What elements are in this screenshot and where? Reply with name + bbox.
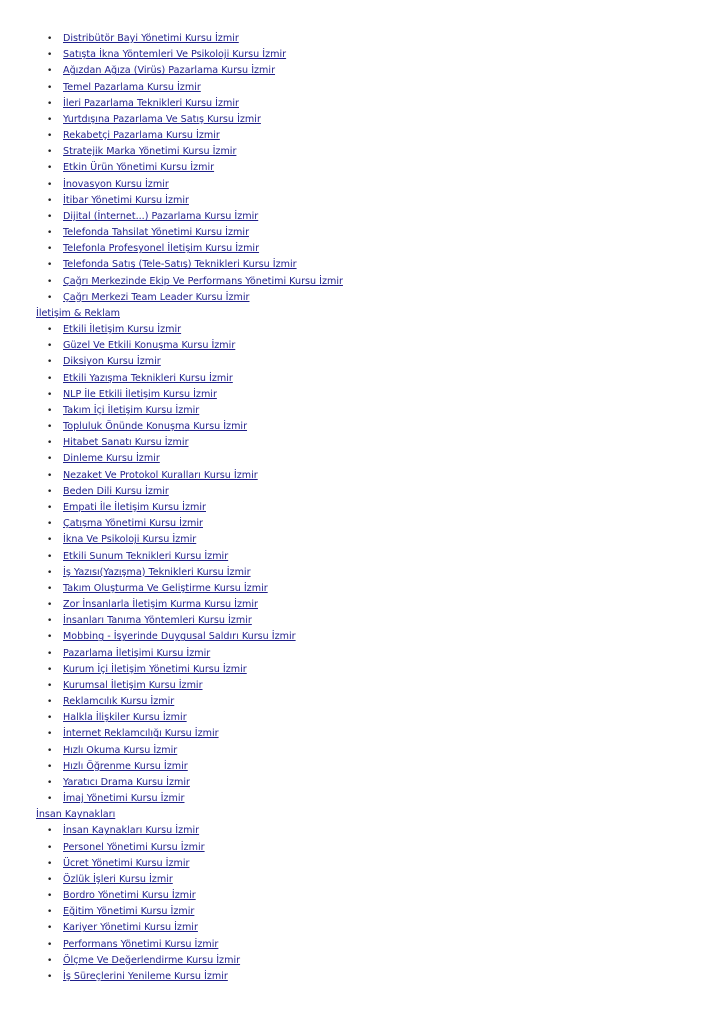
course-link[interactable]: NLP İle Etkili İletişim Kursu İzmir — [63, 388, 217, 400]
list-item — [36, 274, 728, 290]
bullet-icon: • — [47, 276, 53, 287]
list-item — [36, 112, 728, 128]
bullet-icon: • — [47, 405, 53, 416]
list-item — [36, 354, 728, 370]
course-link[interactable]: Distribütör Bayi Yönetimi Kursu İzmir — [63, 33, 239, 44]
bullet-icon: • — [47, 551, 53, 562]
bullet-icon: • — [47, 292, 53, 303]
list-item — [36, 63, 728, 79]
list-item — [36, 565, 728, 581]
course-link[interactable]: Stratejik Marka Yönetimi Kursu İzmir — [63, 146, 237, 158]
course-link[interactable]: İnsanları Tanıma Yöntemleri Kursu İzmir — [63, 615, 252, 627]
list-item — [36, 759, 728, 775]
course-link[interactable]: Dijital (İnternet...) Pazarlama Kursu İzmir — [63, 210, 259, 222]
course-link[interactable]: Etkili Sunum Teknikleri Kursu İzmir — [63, 550, 229, 562]
course-link[interactable]: Rekabetçi Pazarlama Kursu İzmir — [63, 130, 220, 142]
bullet-icon: • — [47, 600, 53, 611]
list-item — [36, 532, 728, 548]
list-item — [36, 856, 728, 872]
course-link[interactable]: Topluluk Önünde Konuşma Kursu İzmir — [63, 421, 248, 433]
bullet-icon: • — [47, 244, 53, 255]
list-item — [36, 160, 728, 176]
course-link[interactable]: Çatışma Yönetimi Kursu İzmir — [63, 518, 203, 530]
course-link[interactable]: Performans Yönetimi Kursu İzmir — [63, 938, 219, 950]
course-link[interactable]: İnternet Reklamcılığı Kursu İzmir — [63, 728, 219, 740]
list-item — [36, 468, 728, 484]
course-link[interactable]: Pazarlama İletişimi Kursu İzmir — [63, 647, 211, 659]
bullet-icon: • — [47, 842, 53, 853]
course-link[interactable]: İmaj Yönetimi Kursu İzmir — [63, 793, 185, 805]
bullet-icon: • — [47, 971, 53, 982]
list-item — [36, 387, 728, 403]
list-item — [36, 743, 728, 759]
bullet-icon: • — [47, 228, 53, 239]
course-link[interactable]: Kurum İçi İletişim Yönetimi Kursu İzmir — [63, 663, 247, 675]
course-groups — [36, 31, 728, 985]
list-item — [36, 80, 728, 96]
list-item — [36, 225, 728, 241]
list-item — [36, 662, 728, 678]
bullet-icon: • — [47, 616, 53, 627]
bullet-icon: • — [47, 777, 53, 788]
list-item — [36, 96, 728, 112]
bullet-icon: • — [47, 82, 53, 93]
list-item — [36, 403, 728, 419]
course-link[interactable]: İkna Ve Psikoloji Kursu İzmir — [63, 534, 197, 546]
bullet-icon: • — [47, 147, 53, 158]
course-link[interactable]: Takım İçi İletişim Kursu İzmir — [63, 404, 200, 416]
course-link[interactable]: Kurumsal İletişim Kursu İzmir — [63, 679, 203, 691]
bullet-icon: • — [47, 923, 53, 934]
course-link[interactable]: Personel Yönetimi Kursu İzmir — [63, 841, 205, 853]
course-link[interactable]: İnovasyon Kursu İzmir — [63, 178, 169, 190]
list-item — [36, 646, 728, 662]
list-item — [36, 840, 728, 856]
course-link[interactable]: Nezaket Ve Protokol Kuralları Kursu İzmir — [63, 469, 258, 481]
bullet-icon: • — [47, 325, 53, 336]
list-item — [36, 629, 728, 645]
course-link[interactable]: Yaratıcı Drama Kursu İzmir — [63, 776, 190, 788]
list-item — [36, 710, 728, 726]
bullet-icon: • — [47, 858, 53, 869]
bullet-icon: • — [47, 648, 53, 659]
course-link[interactable]: Ağızdan Ağıza (Virüs) Pazarlama Kursu İzmir — [63, 65, 276, 77]
course-link[interactable]: Takım Oluşturma Ve Geliştirme Kursu İzmir — [63, 582, 268, 594]
bullet-icon: • — [47, 761, 53, 772]
list-item — [36, 613, 728, 629]
bullet-icon: • — [47, 195, 53, 206]
bullet-icon: • — [47, 632, 53, 643]
bullet-icon: • — [47, 260, 53, 271]
bullet-icon: • — [47, 131, 53, 142]
course-link[interactable]: İtibar Yönetimi Kursu İzmir — [63, 194, 189, 206]
course-link[interactable]: Etkili Yazışma Teknikleri Kursu İzmir — [63, 372, 233, 384]
bullet-icon: • — [47, 567, 53, 578]
course-category-group — [36, 31, 728, 306]
course-link[interactable]: Diksiyon Kursu İzmir — [63, 356, 161, 368]
bullet-icon: • — [47, 357, 53, 368]
course-category-group — [36, 306, 728, 807]
bullet-icon: • — [47, 66, 53, 77]
list-item — [36, 47, 728, 63]
list-item — [36, 209, 728, 225]
bullet-icon: • — [47, 34, 53, 44]
list-item — [36, 823, 728, 839]
list-item — [36, 872, 728, 888]
course-link[interactable]: Mobbing - İşyerinde Duygusal Saldırı Kursu İzmir — [63, 631, 296, 643]
list-item — [36, 937, 728, 953]
bullet-icon: • — [47, 680, 53, 691]
course-link[interactable]: Hızlı Okuma Kursu İzmir — [63, 744, 178, 756]
list-item — [36, 953, 728, 969]
bullet-icon: • — [47, 826, 53, 837]
course-link[interactable]: Kariyer Yönetimi Kursu İzmir — [63, 922, 198, 934]
list-item — [36, 177, 728, 193]
category-heading: İletişim & Reklam — [36, 307, 120, 319]
course-link[interactable]: Dinleme Kursu İzmir — [63, 453, 160, 465]
bullet-icon: • — [47, 874, 53, 885]
list-item — [36, 144, 728, 160]
list-item — [36, 549, 728, 565]
list-item — [36, 726, 728, 742]
bullet-icon: • — [47, 891, 53, 902]
list-item — [36, 435, 728, 451]
course-link[interactable]: Ücret Yönetimi Kursu İzmir — [63, 857, 190, 869]
list-item — [36, 128, 728, 144]
bullet-icon: • — [47, 535, 53, 546]
course-category-group — [36, 807, 728, 985]
course-link-list — [36, 823, 728, 985]
course-link[interactable]: Telefonda Tahsilat Yönetimi Kursu İzmir — [63, 227, 250, 239]
list-item — [36, 775, 728, 791]
category-heading: İnsan Kaynakları — [36, 809, 116, 821]
bullet-icon: • — [47, 454, 53, 465]
course-link[interactable]: Özlük İşleri Kursu İzmir — [63, 873, 173, 885]
course-link[interactable]: Halkla İlişkiler Kursu İzmir — [63, 712, 187, 724]
bullet-icon: • — [47, 745, 53, 756]
list-item — [36, 371, 728, 387]
bullet-icon: • — [47, 114, 53, 125]
bullet-icon: • — [47, 211, 53, 222]
list-item — [36, 451, 728, 467]
bullet-icon: • — [47, 955, 53, 966]
list-item — [36, 500, 728, 516]
list-item — [36, 322, 728, 338]
course-link[interactable]: İş Süreçlerini Yenileme Kursu İzmir — [63, 970, 228, 982]
bullet-icon: • — [47, 697, 53, 708]
course-link[interactable]: Çağrı Merkezi Team Leader Kursu İzmir — [63, 291, 250, 303]
list-item — [36, 904, 728, 920]
course-link[interactable]: İş Yazısı(Yazışma) Teknikleri Kursu İzmir — [63, 566, 251, 578]
list-item — [36, 678, 728, 694]
bullet-icon: • — [47, 341, 53, 352]
course-link[interactable]: Beden Dili Kursu İzmir — [63, 485, 169, 497]
bullet-icon: • — [47, 163, 53, 174]
course-link[interactable]: Telefonda Satış (Tele-Satış) Teknikleri Kursu İzmir — [63, 259, 297, 271]
bullet-icon: • — [47, 907, 53, 918]
list-item — [36, 694, 728, 710]
bullet-icon: • — [47, 729, 53, 740]
list-item — [36, 31, 728, 47]
course-link[interactable]: Yurtdışına Pazarlama Ve Satış Kursu İzmir — [63, 113, 261, 125]
course-link[interactable]: Empati İle İletişim Kursu İzmir — [63, 501, 206, 513]
course-link[interactable]: İleri Pazarlama Teknikleri Kursu İzmir — [63, 97, 239, 109]
course-link[interactable]: Etkin Ürün Yönetimi Kursu İzmir — [63, 162, 215, 174]
list-item — [36, 597, 728, 613]
course-link[interactable]: İnsan Kaynakları Kursu İzmir — [63, 825, 200, 837]
course-link-list — [36, 322, 728, 807]
bullet-icon: • — [47, 373, 53, 384]
list-item — [36, 969, 728, 985]
bullet-icon: • — [47, 502, 53, 513]
course-link[interactable]: Hızlı Öğrenme Kursu İzmir — [63, 760, 188, 772]
course-link[interactable]: Ölçme Ve Değerlendirme Kursu İzmir — [63, 954, 241, 966]
list-item — [36, 888, 728, 904]
list-item — [36, 290, 728, 306]
course-link[interactable]: Telefonla Profesyonel İletişim Kursu İzmir — [63, 243, 260, 255]
list-item — [36, 241, 728, 257]
bullet-icon: • — [47, 519, 53, 530]
course-link[interactable]: Zor İnsanlarla İletişim Kurma Kursu İzmir — [63, 599, 258, 611]
list-item — [36, 581, 728, 597]
bullet-icon: • — [47, 664, 53, 675]
course-link[interactable]: Eğitim Yönetimi Kursu İzmir — [63, 906, 195, 918]
course-link[interactable]: Satışta İkna Yöntemleri Ve Psikoloji Kursu İzmir — [63, 49, 287, 61]
bullet-icon: • — [47, 422, 53, 433]
bullet-icon: • — [47, 179, 53, 190]
list-item — [36, 257, 728, 273]
course-link[interactable]: Çağrı Merkezinde Ekip Ve Performans Yönetimi Kursu İzmir — [63, 275, 343, 287]
bullet-icon: • — [47, 713, 53, 724]
list-item — [36, 920, 728, 936]
list-item — [36, 484, 728, 500]
bullet-icon: • — [47, 438, 53, 449]
course-link-list — [36, 31, 728, 306]
list-item — [36, 193, 728, 209]
list-item — [36, 338, 728, 354]
course-link[interactable]: Bordro Yönetimi Kursu İzmir — [63, 890, 196, 902]
course-link[interactable]: Güzel Ve Etkili Konuşma Kursu İzmir — [63, 340, 236, 352]
bullet-icon: • — [47, 470, 53, 481]
course-link[interactable]: Hitabet Sanatı Kursu İzmir — [63, 437, 189, 449]
course-link[interactable]: Reklamcılık Kursu İzmir — [63, 696, 175, 708]
bullet-icon: • — [47, 939, 53, 950]
bullet-icon: • — [47, 486, 53, 497]
bullet-icon: • — [47, 98, 53, 109]
course-link[interactable]: Etkili İletişim Kursu İzmir — [63, 324, 182, 336]
course-link[interactable]: Temel Pazarlama Kursu İzmir — [63, 81, 201, 93]
list-item — [36, 419, 728, 435]
bullet-icon: • — [47, 50, 53, 61]
list-item — [36, 791, 728, 807]
bullet-icon: • — [47, 583, 53, 594]
bullet-icon: • — [47, 794, 53, 805]
bullet-icon: • — [47, 389, 53, 400]
list-item — [36, 516, 728, 532]
